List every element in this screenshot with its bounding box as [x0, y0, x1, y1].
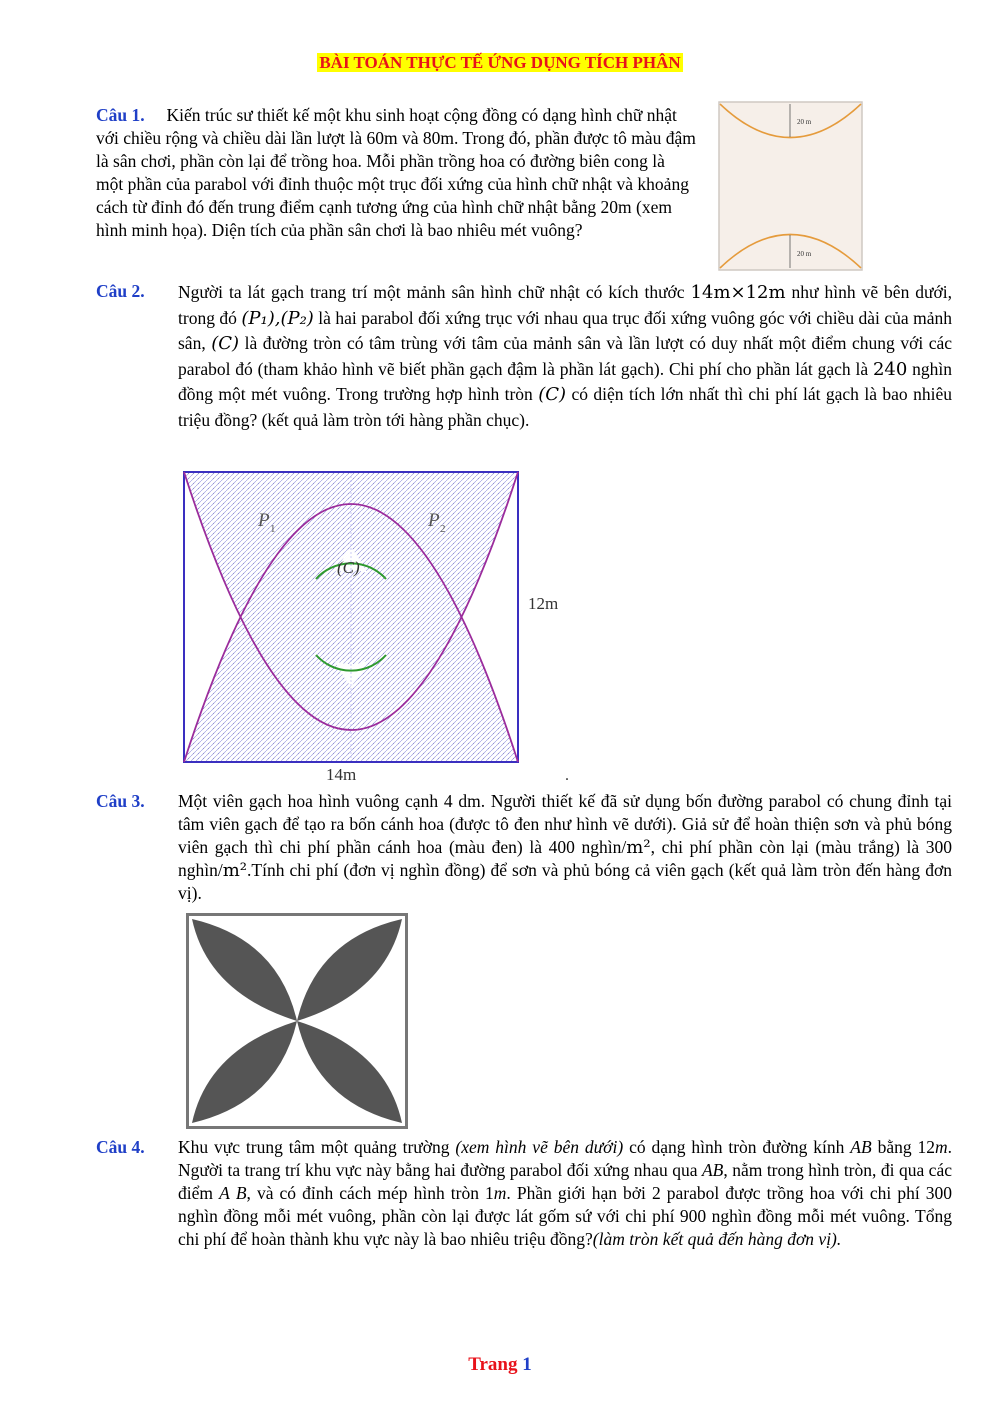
- question-2-text: Người ta lát gạch trang trí một mảnh sân hình chữ nhật có kích thước 14m×12m như hình vẽ bên dưới, trong đó (P₁),(P₂) là hai parabol đối xứng trục với nhau qua trục đối xứng vuông góc với chiều dài của mảnh sân, (C) là đường tròn có tâm trùng với tâm của mảnh sân và lần lượt có duy nhất một điểm chung với các parabol đó (tham khảo hình vẽ biết phần gạch đậm là phần lát gạch). Chi phí cho phần lát gạch là 240 nghìn đồng một mét vuông. Trong trường hợp hình tròn (C) có diện tích lớn nhất thì chi phí lát gạch là bao nhiêu triệu đồng? (kết quả làm tròn tới hàng phần chục).: [178, 282, 953, 430]
- figure-2-label-circle: (C): [337, 558, 360, 577]
- question-2-dimensions: 14m×12m: [690, 282, 786, 303]
- question-4-label: Câu 4.: [96, 1137, 145, 1157]
- figure-1-bottom-label: 20 m: [797, 250, 812, 258]
- figure-2-label-p2: P: [428, 510, 440, 531]
- page-title: BÀI TOÁN THỰC TẾ ỨNG DỤNG TÍCH PHÂN: [319, 53, 681, 72]
- question-2-label-wrap: [96, 280, 145, 303]
- question-1: [96, 104, 696, 242]
- figure-1-frame: [719, 102, 862, 270]
- question-3-unit-2: m²: [222, 860, 248, 881]
- question-2-circle: (C): [211, 333, 240, 354]
- figure-2-yard: [176, 466, 576, 786]
- question-2-label: Câu 2.: [96, 281, 145, 301]
- figure-1-playground: [718, 101, 863, 271]
- question-2-cost: 240: [872, 358, 908, 380]
- svg-text:.: .: [565, 767, 569, 784]
- figure-2-label-p1: P: [258, 510, 270, 531]
- figure-1-top-label: 20 m: [797, 118, 812, 126]
- question-1-label: Câu 1.: [96, 105, 145, 125]
- question-3-label: Câu 3.: [96, 791, 145, 811]
- question-4-text: Khu vực trung tâm một quảng trường (xem hình vẽ bên dưới) có dạng hình tròn đường kính AB bằng 12m. Người ta trang trí khu vực này bằng hai đường parabol đối xứng nhau qua AB, nằm trong hình tròn, đi qua các điểm A B, và có đỉnh cách mép hình tròn 1m. Phần giới hạn bởi 2 parabol được trồng hoa với chi phí 300 nghìn đồng mỗi mét vuông, phần còn lại được lát gốm sứ với chi phí 900 nghìn đồng mỗi mét vuông. Tổng chi phí để hoàn thành khu vực này là bao nhiêu triệu đồng?(làm tròn kết quả đến hàng đơn vị).: [178, 1137, 952, 1249]
- footer-label: Trang: [468, 1354, 518, 1375]
- figure-3-tile: [186, 913, 408, 1129]
- question-3-text: Một viên gạch hoa hình vuông cạnh 4 dm. Người thiết kế đã sử dụng bốn đường parabol có chung đỉnh tại tâm viên gạch để tạo ra bốn cánh hoa (được tô đen như hình vẽ dưới). Giả sử để hoàn thiện sơn và phủ bóng viên gạch thì chi phí phần cánh hoa (màu đen) là 400 nghìn/m², chi phí phần còn lại (màu trắng) là 300 nghìn/m².Tính chi phí (đơn vị nghìn đồng) để sơn và phủ bóng cả viên gạch (kết quả làm tròn đến hàng đơn vị).: [178, 791, 953, 903]
- svg-text:1: 1: [270, 523, 276, 535]
- page-footer: [0, 1353, 1000, 1376]
- figure-2-label-height: 12m: [528, 594, 559, 613]
- figure-2-label-width: 14m: [326, 765, 357, 784]
- question-1-text: Kiến trúc sư thiết kế một khu sinh hoạt cộng đồng có dạng hình chữ nhật với chiều rộng và chiều dài lần lượt là 60m và 80m. Trong đó, phần được tô màu đậm là sân chơi, phần còn lại để trồng hoa. Mỗi phần trồng hoa có đường biên cong là một phần của parabol với đỉnh thuộc một trục đối xứng của hình chữ nhật và khoảng cách từ đỉnh đó đến trung điểm cạnh tương ứng của hình chữ nhật bằng 20m (xem hình minh họa). Diện tích của phần sân chơi là bao nhiêu mét vuông?: [96, 105, 696, 240]
- svg-text:2: 2: [440, 523, 446, 535]
- question-2-parabolas: (P₁),(P₂): [241, 307, 314, 329]
- page-number: 1: [522, 1354, 532, 1375]
- question-3-unit-1: m²: [626, 837, 651, 858]
